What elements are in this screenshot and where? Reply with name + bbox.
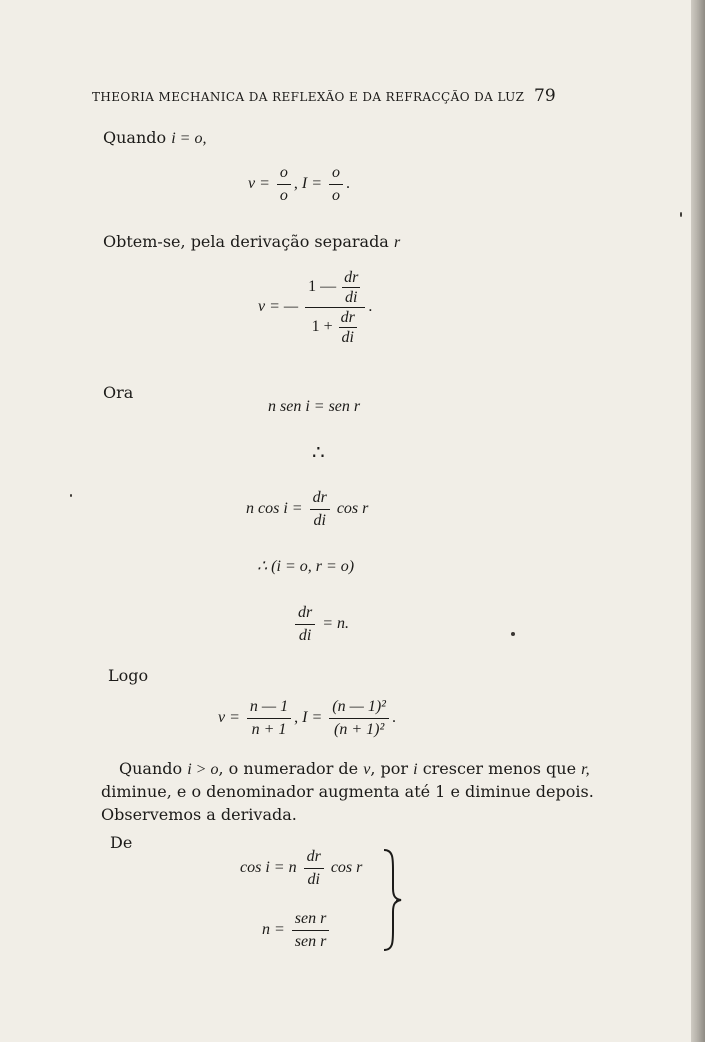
paragraph-line-1 [119,759,590,779]
paragraph-line-2: diminue, e o denominador augmenta até 1 e diminue depois. [101,782,594,801]
fraction-dr-di-3: $\frac{dr}{di}$ [310,487,330,532]
variable-r: r [393,234,401,251]
v-equals-2: v = [218,709,240,727]
v-equals: v = [248,175,270,193]
fraction-dr-di: $\frac{dr}{di}$ [344,269,359,306]
paragraph-por: , por [370,759,409,778]
fraction-o-over-o: $\frac{o}{o}$ [277,162,291,207]
page-number: 79 [534,86,556,106]
equals-n: = n. [322,615,350,633]
quando-line [103,128,206,148]
condition-i-r-zero: ∴ (i = o, r = o) [257,558,355,575]
brace-comma: , [395,888,399,905]
variable-i: i [413,761,418,778]
comma: , [293,175,298,193]
comma-2: , [294,709,299,727]
equation-n-ratio [262,908,332,953]
v-equals-minus: v = — [258,298,299,316]
equation-snell: n sen i = sen r [268,398,361,415]
cos-r-2: cos r [330,859,363,877]
paragraph-crescer: crescer menos que [422,759,577,778]
ora-label: Ora [103,383,134,402]
period-2: . [368,298,373,316]
equation-v-derivative [258,268,372,347]
I-equals: I = [301,175,323,193]
condition-i-zero: i = o, [171,130,207,147]
period: . [346,175,351,193]
period-3: . [391,709,396,727]
equation-v-I-indeterminate [248,162,350,207]
therefore-symbol: ∴ [312,442,325,464]
one-plus: 1 + [311,318,333,336]
i-greater-o: i > o [187,761,219,778]
fraction-I: $\frac{\text{(n — 1)²}}{\text{(n + 1)²}}$ [329,696,389,741]
paragraph-word-quando: Quando [119,759,183,778]
numerator [305,268,365,308]
fraction-o-over-o-2: $\frac{o}{o}$ [329,162,343,207]
equation-dr-di-n [292,602,349,647]
running-header: THEORIA MECHANICA DA REFLEXÃO E DA REFRACÇÃO DA LUZ [92,90,525,104]
I-equals-2: I = [302,709,323,727]
fraction-dr-di-5: $\frac{dr}{di}$ [304,846,324,891]
denominator [305,308,365,347]
fraction-dr-di-2: $\frac{dr}{di}$ [340,309,355,346]
ink-speck [511,632,515,636]
ink-speck-3 [680,212,682,217]
de-label: De [110,833,133,852]
fraction-v: $\frac{n — 1}{n + 1}$ [247,696,291,741]
equation-cos-i [240,846,362,891]
variable-r-comma: r, [581,761,590,778]
paragraph-numerador: , o numerador de [218,759,359,778]
logo-label: Logo [108,666,149,685]
obtem-line [103,232,400,252]
equation-v-I-final [218,696,396,741]
page-edge [691,0,705,1042]
cos-r: cos r [336,500,369,518]
fraction-dr-di-4: $\frac{dr}{di}$ [295,602,315,647]
fraction-derivative [305,268,365,347]
equation-n-cos-i [246,487,368,532]
variable-v: v [363,761,371,778]
one-minus: 1 — [308,278,337,296]
n-equals: n = [262,921,285,939]
paragraph-line-3: Observemos a derivada. [101,805,297,824]
obtem-label: Obtem-se, pela derivação separada [103,232,389,251]
ink-speck-2 [70,494,72,497]
quando-label: Quando [103,128,167,147]
cos-i-equals-n: cos i = n [240,859,297,877]
fraction-sen-r: $\frac{\text{sen r}}{\text{sen r}}$ [292,908,330,953]
n-cos-i-equals: n cos i = [246,500,303,518]
